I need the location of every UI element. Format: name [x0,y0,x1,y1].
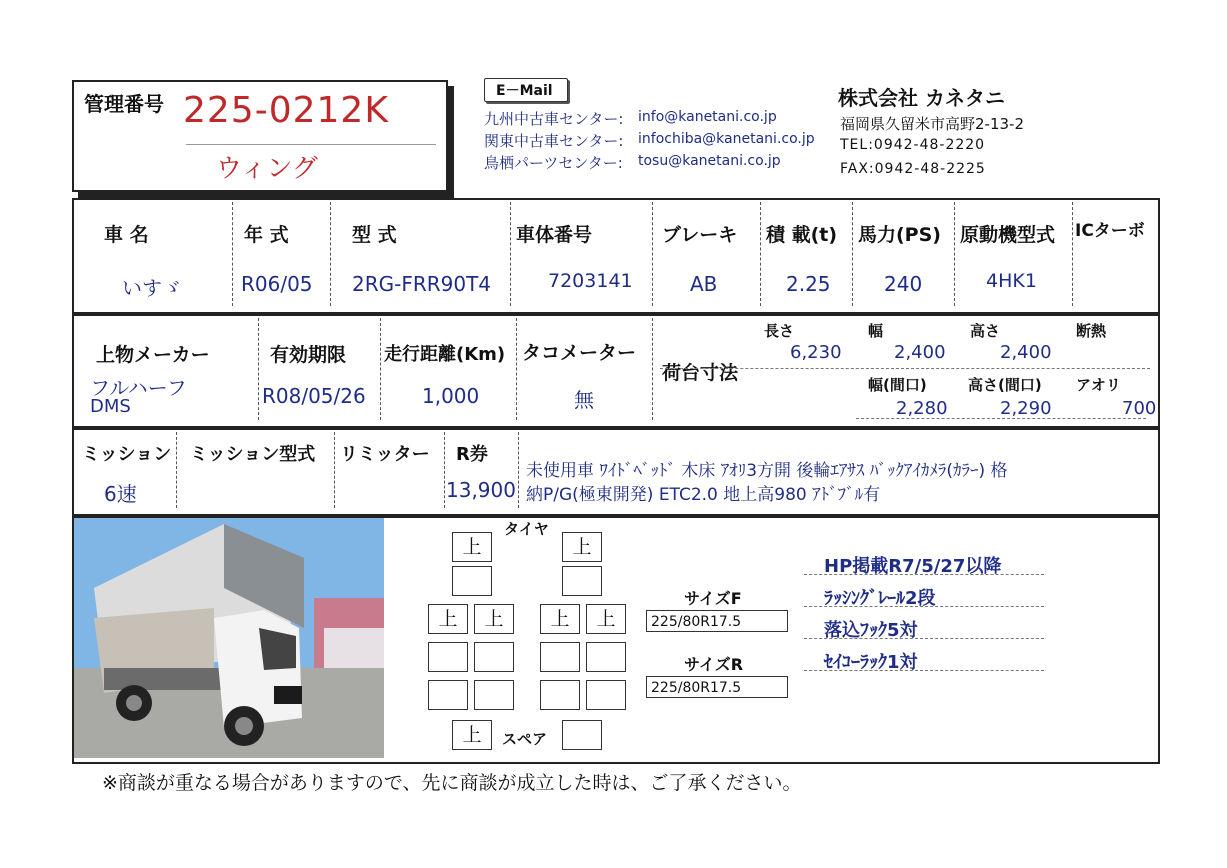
contact-center-2: 関東中古車センター: [484,132,624,150]
label-power: 馬力(PS) [858,224,941,246]
value-body-maker-1: フルハーフ [90,376,187,400]
spare-label: スペア [502,730,548,748]
contact-email-3[interactable]: tosu@kanetani.co.jp [638,153,781,169]
notes-line-1: 未使用車 ﾜｲﾄﾞﾍﾞｯﾄﾞ 木床 ｱｵﾘ3方開 後輪ｴｱｻｽ ﾊﾞｯｸｱｲｶﾒﾗ(ｶﾗｰ) 格 [526,461,1008,481]
size-r-label: サイズR [684,655,744,674]
spec-row-1 [72,198,1160,314]
footer-note: ※商談が重なる場合がありますので、先に商談が成立した時は、ご了承ください。 [102,772,802,794]
dims-height-inner-label: 高さ(間口) [968,376,1042,394]
management-number: 225-0212K [183,90,389,131]
tire-rear-right-inner: 上 [540,604,580,634]
value-model: 2RG-FRR90T4 [352,272,492,296]
value-load: 2.25 [786,272,831,296]
label-limiter: リミッター [340,444,430,465]
dims-width: 2,400 [894,342,946,363]
tire-rear3-left-inner [474,680,514,710]
label-turbo: ICターボ [1075,221,1145,241]
equipment-1: HP掲載R7/5/27以降 [824,556,1002,577]
value-r-ken: 13,900 [446,478,516,502]
tire-rear2-left-outer [428,642,468,672]
size-f-label: サイズF [684,589,742,608]
tire-rear-left-outer: 上 [428,604,468,634]
label-maker: 車 名 [104,224,149,246]
label-brake: ブレーキ [662,224,738,246]
label-mission-type: ミッション型式 [190,444,316,465]
company-name: 株式会社 カネタニ [838,86,1005,110]
contact-email-2[interactable]: infochiba@kanetani.co.jp [638,131,815,147]
tire-rear-left-inner: 上 [474,604,514,634]
contact-email-1[interactable]: info@kanetani.co.jp [638,109,777,125]
label-dims: 荷台寸法 [662,362,739,384]
truck-photo [74,518,384,758]
dims-height-inner: 2,290 [1000,398,1052,419]
value-mileage: 1,000 [422,384,480,408]
value-maker: いすゞ [122,276,182,300]
tire-rear3-left-outer [428,680,468,710]
tire-front-right-2 [562,566,602,596]
notes-line-2: 納P/G(極東開発) ETC2.0 地上高980 ｱﾄﾞﾌﾞﾙ有 [526,485,881,505]
dims-length-label: 長さ [764,322,795,340]
label-engine: 原動機型式 [960,224,1056,246]
value-chassis: 7203141 [548,270,633,292]
tire-label: タイヤ [504,520,549,538]
size-r-value: 225/80R17.5 [646,676,788,698]
dims-gate-label: アオリ [1076,376,1121,394]
dims-height: 2,400 [1000,342,1052,363]
value-year: R06/05 [241,272,313,296]
label-model: 型 式 [352,224,397,246]
tire-rear3-right-inner [540,680,580,710]
label-load: 積 載(t) [766,224,838,246]
label-tacho: タコメーター [522,342,637,364]
equipment-4: ｾｲｺｰﾗｯｸ1対 [824,652,918,673]
label-mileage: 走行距離(Km) [384,344,506,365]
value-mission: 6速 [104,482,137,506]
size-f-value: 225/80R17.5 [646,610,788,632]
label-year: 年 式 [244,224,289,246]
dims-gate: 700 [1122,398,1157,419]
tire-front-left-2 [452,566,492,596]
tire-rear-right-outer: 上 [586,604,626,634]
value-power: 240 [884,272,923,296]
tire-spare-2 [562,720,602,750]
label-body-maker: 上物メーカー [96,344,210,366]
dims-width-inner-label: 幅(間口) [868,376,927,394]
tire-rear3-right-outer [586,680,626,710]
value-engine: 4HK1 [986,270,1037,292]
dims-insulation-label: 断熱 [1076,322,1107,340]
label-mission: ミッション [82,444,172,465]
equipment-2: ﾗｯｼﾝｸﾞﾚｰﾙ2段 [824,588,936,609]
company-address: 福岡県久留米市高野2-13-2 [840,115,1024,133]
dims-length: 6,230 [790,342,842,363]
tire-spare-1: 上 [452,720,492,750]
value-brake: AB [690,272,718,296]
management-divider [186,144,436,145]
tire-rear2-right-inner [540,642,580,672]
contact-center-1: 九州中古車センター: [484,110,624,128]
dims-width-inner: 2,280 [896,398,948,419]
value-expiry: R08/05/26 [262,384,366,408]
dims-width-label: 幅 [868,322,884,340]
contact-center-3: 鳥栖パーツセンター: [484,154,623,172]
tire-front-left: 上 [452,532,492,562]
value-tacho: 無 [574,388,594,412]
body-type: ウィング [216,154,318,184]
tire-front-right: 上 [562,532,602,562]
value-body-maker-2: DMS [90,396,131,417]
email-label: E－Mail [496,83,553,99]
tire-rear2-right-outer [586,642,626,672]
label-r-ken: R券 [456,444,488,465]
company-fax: FAX:0942-48-2225 [840,161,986,177]
management-number-label: 管理番号 [84,92,164,116]
label-chassis: 車体番号 [516,224,593,246]
tire-rear2-left-inner [474,642,514,672]
label-expiry: 有効期限 [270,344,347,366]
dims-height-label: 高さ [970,322,1001,340]
company-tel: TEL:0942-48-2220 [840,137,986,153]
equipment-3: 落込ﾌｯｸ5対 [824,620,918,641]
